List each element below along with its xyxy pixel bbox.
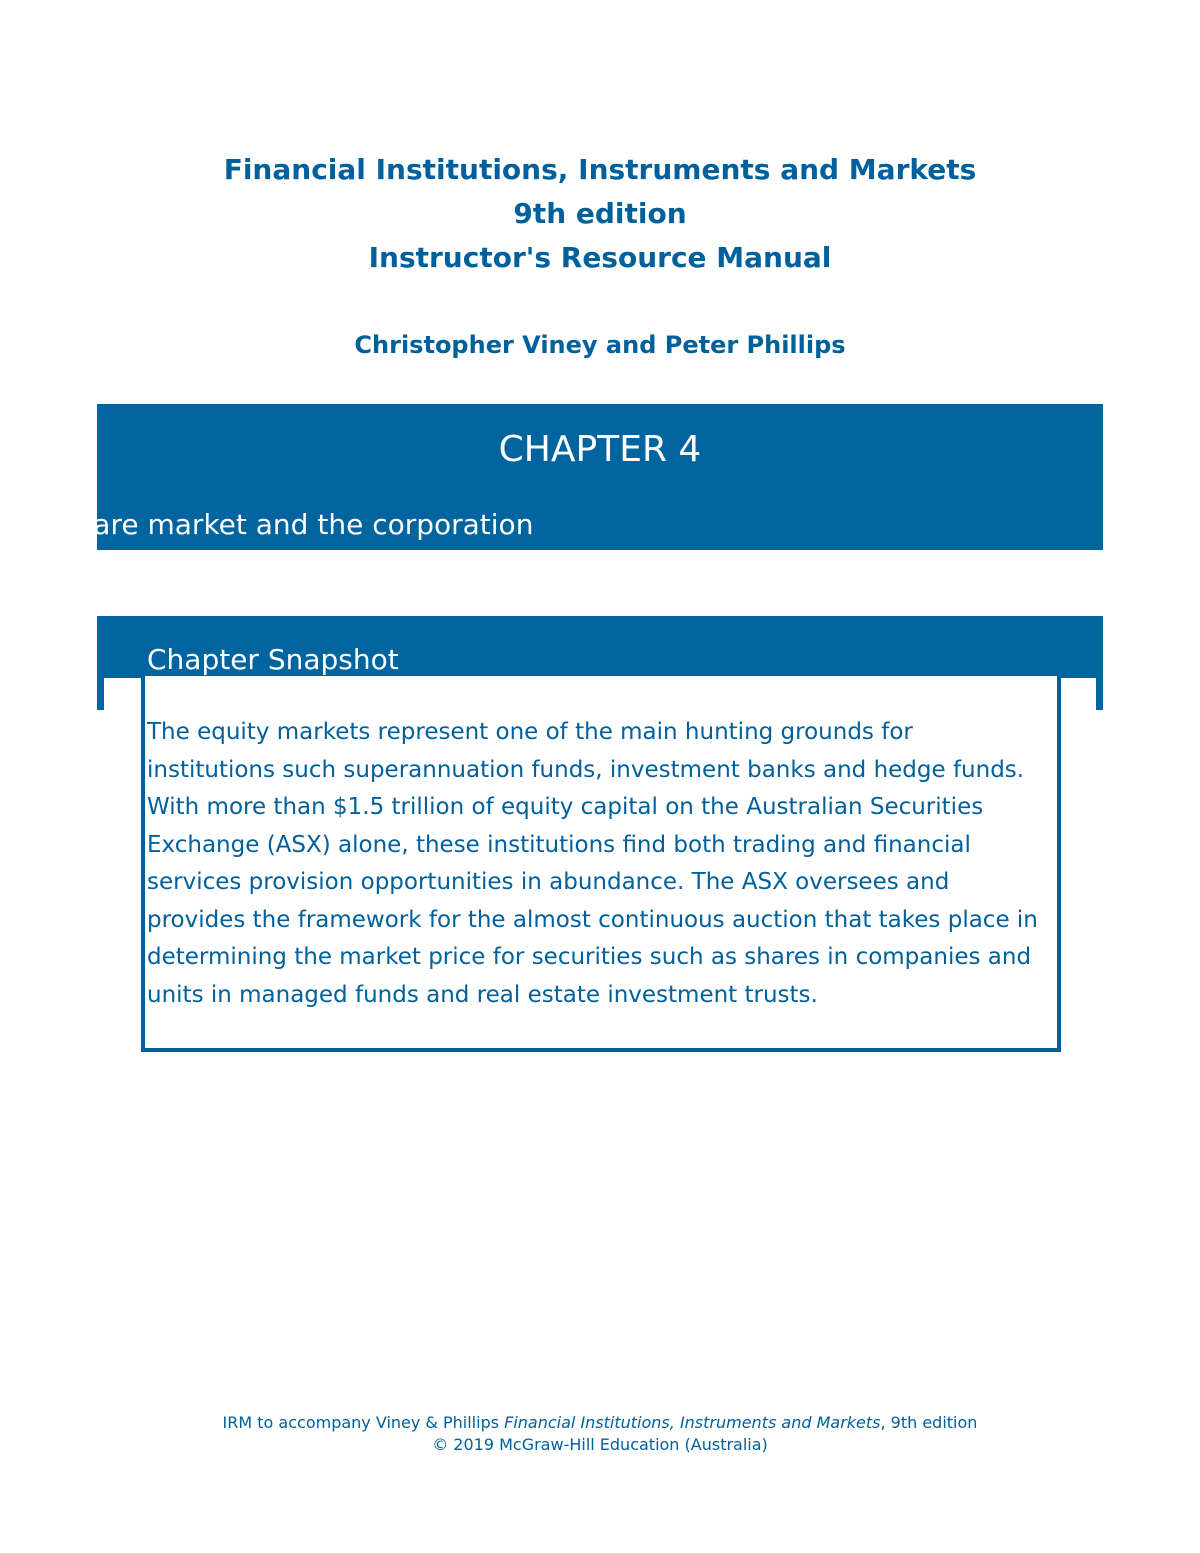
page-footer bbox=[0, 1412, 1200, 1456]
chapter-number: CHAPTER 4 bbox=[498, 429, 702, 470]
snapshot-heading: Chapter Snapshot bbox=[147, 643, 399, 676]
chapter-title: The share market and the corporation bbox=[0, 508, 534, 541]
footer-prefix: IRM to accompany Viney & Phillips bbox=[222, 1413, 505, 1432]
footer-line1 bbox=[0, 1412, 1200, 1434]
footer-copyright: © 2019 McGraw-Hill Education (Australia) bbox=[432, 1435, 768, 1454]
footer-suffix: , 9th edition bbox=[880, 1413, 978, 1432]
snapshot-header-right-tab bbox=[1096, 678, 1103, 710]
authors: Christopher Viney and Peter Phillips bbox=[354, 331, 846, 359]
snapshot-body: The equity markets represent one of the main hunting grounds for institutions such superannuation funds, investment banks and hedge funds. With more than $1.5 trillion of equity capital on the Australian Securities Exchange (ASX) alone, these institutions find both trading and financial services provision opportunities in abundance. The ASX oversees and provides the framework for the almost continuous auction that takes place in determining the market price for securities such as shares in companies and units in managed funds and real estate investment trusts. bbox=[147, 719, 1038, 1008]
footer-book-title: Financial Institutions, Instruments and Markets bbox=[504, 1413, 881, 1432]
document-title bbox=[0, 148, 1200, 280]
edition-label: 9th edition bbox=[513, 197, 687, 230]
book-title: Financial Institutions, Instruments and Markets bbox=[223, 153, 977, 186]
snapshot-header-left-tab bbox=[97, 678, 104, 710]
manual-title: Instructor's Resource Manual bbox=[368, 241, 832, 274]
